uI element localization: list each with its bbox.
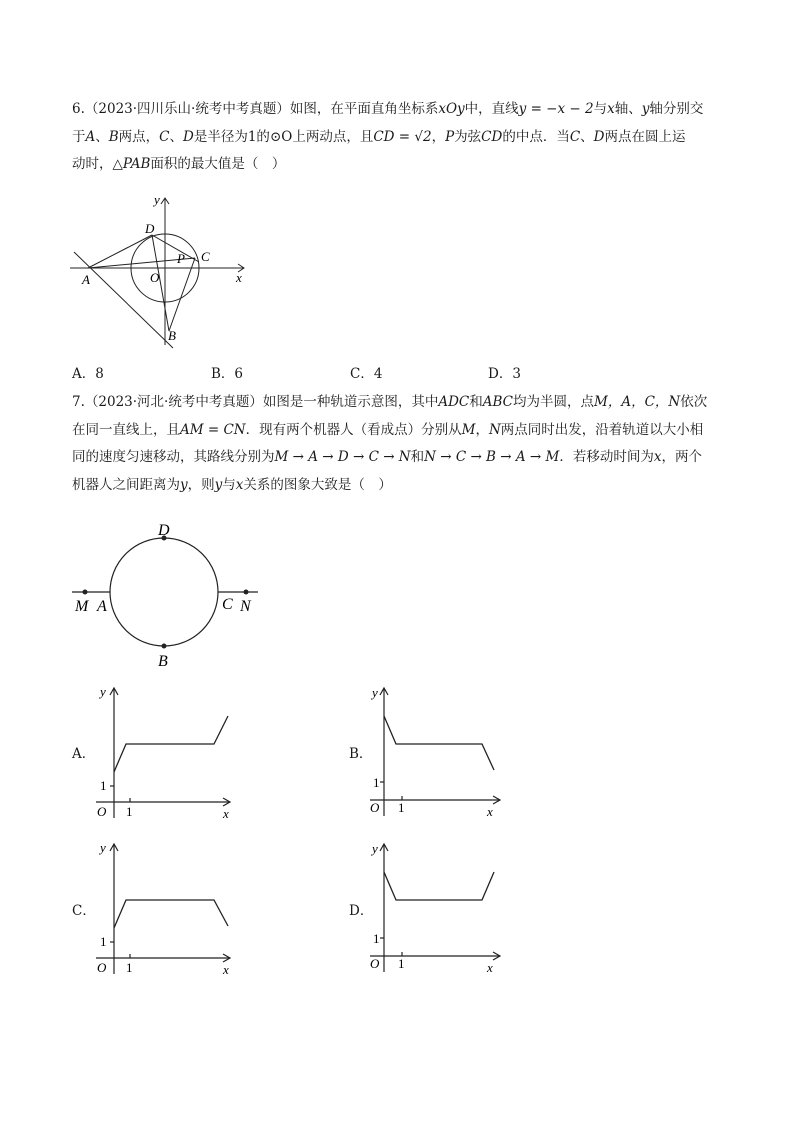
label-o: O — [150, 270, 160, 285]
choice-c[interactable]: C．4 — [350, 366, 383, 382]
graph-b-origin: O — [370, 800, 380, 815]
curve — [114, 716, 228, 772]
track-label-a: A — [97, 598, 107, 615]
q6-line-2: 于A、B两点，C、D是半径为1的⊙O上两动点，且CD = √2，P为弦CD的中点．当C、D两点在圆上运 — [72, 128, 686, 145]
label-x: x — [236, 270, 242, 285]
graph-c-y-label: y — [100, 840, 106, 855]
track-label-n: N — [240, 598, 251, 615]
graph-b[interactable] — [368, 680, 518, 820]
graph-d-x-one: 1 — [398, 956, 405, 971]
label-b: B — [168, 328, 176, 343]
option-a-label[interactable]: A． — [72, 746, 96, 762]
graph-c-x-one: 1 — [126, 960, 133, 975]
graph-a-y-label: y — [100, 684, 106, 699]
label-d: D — [145, 221, 155, 236]
point-m — [83, 590, 88, 595]
track-circle — [110, 538, 218, 646]
q6-line-3: 动时，△PAB面积的最大值是（ ） — [72, 156, 286, 172]
line-ab — [74, 252, 173, 348]
track-label-m: M — [75, 598, 89, 615]
q7-track-figure — [68, 520, 268, 670]
q6-choices — [72, 362, 632, 384]
label-c: C — [201, 249, 210, 264]
graph-b-y-label: y — [372, 685, 378, 700]
q7-line-4: 机器人之间距离为y，则y与x关系的图象大致是（ ） — [72, 476, 392, 493]
q6-figure — [68, 190, 258, 350]
track-label-d: D — [158, 522, 170, 539]
graph-d-y-one: 1 — [373, 931, 380, 946]
graph-c-origin: O — [97, 960, 107, 975]
graph-d-x-label: x — [487, 960, 493, 975]
graph-a[interactable] — [92, 680, 242, 820]
graph-d-y-label: y — [372, 841, 378, 856]
question-7 — [72, 389, 728, 499]
track-label-c: C — [222, 596, 233, 613]
graph-d-origin: O — [370, 956, 380, 971]
graph-a-y-one: 1 — [100, 778, 107, 793]
choice-a[interactable]: A．8 — [72, 366, 104, 382]
graph-a-x-one: 1 — [126, 804, 133, 819]
point-b — [162, 644, 167, 649]
label-y: y — [154, 192, 160, 207]
q7-line-2: 在同一直线上，且AM = CN．现有两个机器人（看成点）分别从M，N两点同时出发，沿着轨道以大小相 — [72, 421, 704, 438]
option-d-label[interactable]: D． — [349, 903, 374, 919]
choice-d[interactable]: D．3 — [488, 366, 521, 382]
choice-b[interactable]: B．6 — [211, 366, 244, 382]
curve — [384, 872, 494, 900]
graph-a-origin: O — [97, 804, 107, 819]
label-a: A — [82, 272, 90, 287]
graph-b-y-one: 1 — [373, 775, 380, 790]
q6-line-1: 6.（2023·四川乐山·统考中考真题）如图，在平面直角坐标系xOy中，直线y = −x − 2与x轴、y轴分别交 — [72, 101, 704, 117]
graph-b-x-label: x — [487, 804, 493, 819]
option-c-label[interactable]: C． — [72, 903, 96, 919]
track-label-b: B — [158, 653, 168, 670]
question-6 — [72, 96, 728, 179]
graph-a-x-label: x — [223, 806, 229, 820]
q7-line-3: 同的速度匀速移动，其路线分别为M → A → D → C → N和N → C → B → A → M．若移动时间为x，两个 — [72, 449, 702, 465]
q7-line-1: 7.（2023·河北·统考中考真题）如图是一种轨道示意图，其中ADC和ABC均为半圆，点M，A，C，N依次 — [72, 394, 708, 410]
label-p: P — [177, 251, 185, 266]
segment-pb — [169, 258, 195, 331]
graph-d[interactable] — [368, 836, 518, 976]
option-b-label[interactable]: B． — [349, 746, 373, 762]
curve — [114, 900, 228, 928]
graph-b-x-one: 1 — [398, 800, 405, 815]
graph-c-y-one: 1 — [100, 934, 107, 949]
graph-c[interactable] — [92, 836, 242, 976]
chord-cd — [152, 235, 199, 262]
graph-c-x-label: x — [223, 962, 229, 976]
curve — [384, 716, 494, 770]
point-n — [244, 590, 249, 595]
